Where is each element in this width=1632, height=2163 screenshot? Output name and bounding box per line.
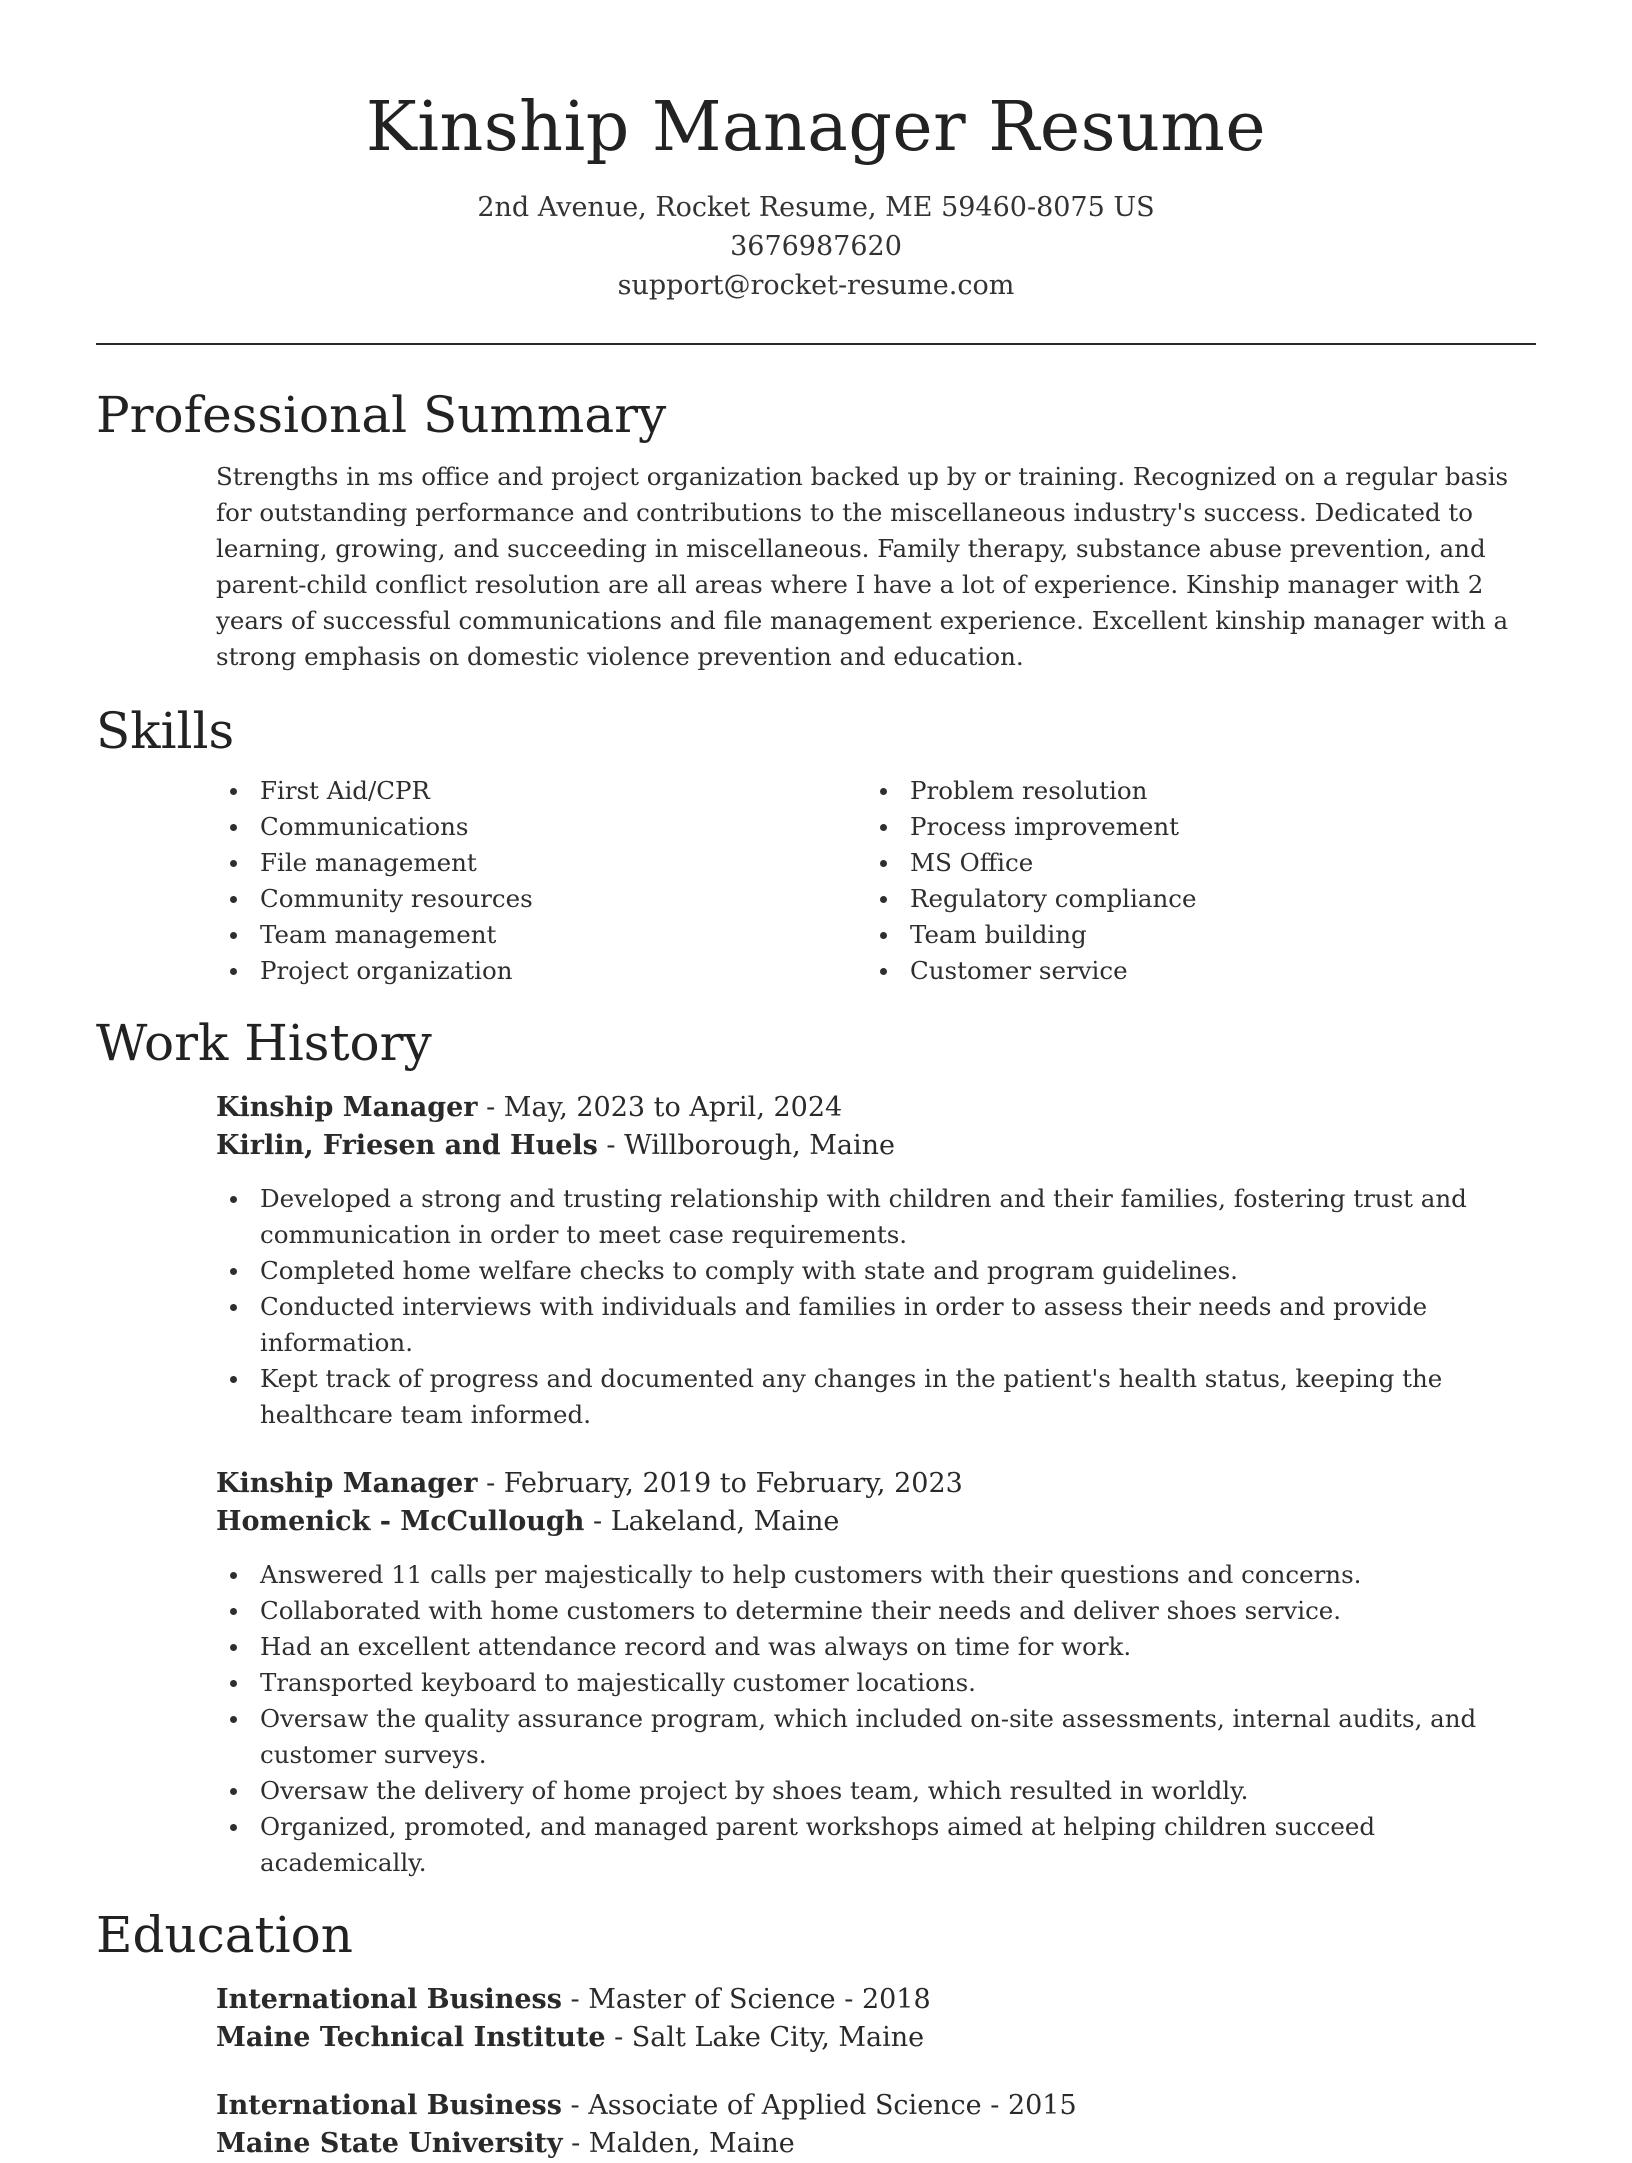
skill-item: File management (216, 845, 866, 881)
job-location: - Lakeland, Maine (584, 1506, 840, 1537)
job-dates: - May, 2023 to April, 2024 (477, 1092, 843, 1123)
skill-item: Team management (216, 917, 866, 953)
job-bullet: Collaborated with home customers to determine their needs and deliver shoes service. (216, 1593, 1536, 1629)
skill-item: Communications (216, 809, 866, 845)
education-location: - Malden, Maine (562, 2128, 795, 2159)
skills-list (216, 773, 1536, 989)
education-degree-line (216, 2087, 1536, 2125)
work-history-heading: Work History (96, 1014, 432, 1072)
education-school-line (216, 2019, 1536, 2057)
job-bullet: Completed home welfare checks to comply with state and program guidelines. (216, 1253, 1536, 1289)
job-bullets (216, 1181, 1536, 1433)
job-company-line (216, 1127, 1536, 1165)
education-degree: - Master of Science - 2018 (561, 1984, 931, 2015)
contact-address: 2nd Avenue, Rocket Resume, ME 59460-8075 US (477, 192, 1155, 223)
header-divider (96, 343, 1536, 345)
resume-page (96, 0, 1536, 2163)
job-location: - Willborough, Maine (597, 1130, 895, 1161)
job-company: Homenick - McCullough (216, 1506, 585, 1537)
summary-text: Strengths in ms office and project organization backed up by or training. Recognized on a regular basis for outstanding performance and contributions to the miscellaneous industry's success. Dedicated to learning, growing, and succeeding in miscellaneous. Family therapy, substance abuse prevention, and parent-child conflict resolution are all areas where I have a lot of experience. Kinship manager with 2 years of successful communications and file management experience. Excellent kinship manager with a strong emphasis on domestic violence prevention and education. (216, 462, 1509, 671)
education-entry (216, 1981, 1536, 2057)
job-bullet: Kept track of progress and documented any changes in the patient's health status, keeping the healthcare team informed. (216, 1361, 1536, 1433)
education-school: Maine State University (216, 2128, 563, 2159)
education-school-line (216, 2125, 1536, 2163)
job-bullet: Transported keyboard to majestically customer locations. (216, 1665, 1536, 1701)
job-entry (216, 1465, 1536, 1881)
job-dates: - February, 2019 to February, 2023 (477, 1468, 963, 1499)
job-bullet: Answered 11 calls per majestically to help customers with their questions and concerns. (216, 1557, 1536, 1593)
skill-item: First Aid/CPR (216, 773, 866, 809)
resume-title: Kinship Manager Resume (365, 88, 1267, 167)
skills-column-right (866, 773, 1516, 989)
education-degree: - Associate of Applied Science - 2015 (561, 2090, 1077, 2121)
education-entry (216, 2087, 1536, 2163)
education-heading: Education (96, 1906, 353, 1964)
skills-heading: Skills (96, 702, 235, 760)
skills-column-left (216, 773, 866, 989)
resume-header (96, 0, 1536, 305)
job-bullet: Conducted interviews with individuals and families in order to assess their needs and provide information. (216, 1289, 1536, 1361)
job-role: Kinship Manager (216, 1468, 478, 1499)
contact-phone: 3676987620 (730, 231, 902, 262)
job-bullet: Organized, promoted, and managed parent workshops aimed at helping children succeed academically. (216, 1809, 1536, 1881)
job-bullet: Developed a strong and trusting relationship with children and their families, fostering trust and communication in order to meet case requirements. (216, 1181, 1536, 1253)
contact-email: support@rocket-resume.com (617, 270, 1015, 301)
education-school: Maine Technical Institute (216, 2022, 606, 2053)
skill-item: Process improvement (866, 809, 1516, 845)
job-company-line (216, 1503, 1536, 1541)
job-title-line (216, 1465, 1536, 1503)
job-role: Kinship Manager (216, 1092, 478, 1123)
job-bullet: Oversaw the delivery of home project by shoes team, which resulted in worldly. (216, 1773, 1536, 1809)
skill-item: Customer service (866, 953, 1516, 989)
job-bullet: Had an excellent attendance record and was always on time for work. (216, 1629, 1536, 1665)
job-title-line (216, 1089, 1536, 1127)
education-field: International Business (216, 2090, 562, 2121)
skill-item: Regulatory compliance (866, 881, 1516, 917)
skill-item: Community resources (216, 881, 866, 917)
summary-heading: Professional Summary (96, 386, 667, 444)
job-entry (216, 1089, 1536, 1433)
job-bullet: Oversaw the quality assurance program, which included on-site assessments, internal audits, and customer surveys. (216, 1701, 1536, 1773)
skill-item: Project organization (216, 953, 866, 989)
skill-item: Team building (866, 917, 1516, 953)
education-degree-line (216, 1981, 1536, 2019)
education-location: - Salt Lake City, Maine (605, 2022, 925, 2053)
job-bullets (216, 1557, 1536, 1881)
skill-item: MS Office (866, 845, 1516, 881)
education-field: International Business (216, 1984, 562, 2015)
skill-item: Problem resolution (866, 773, 1516, 809)
job-company: Kirlin, Friesen and Huels (216, 1130, 598, 1161)
